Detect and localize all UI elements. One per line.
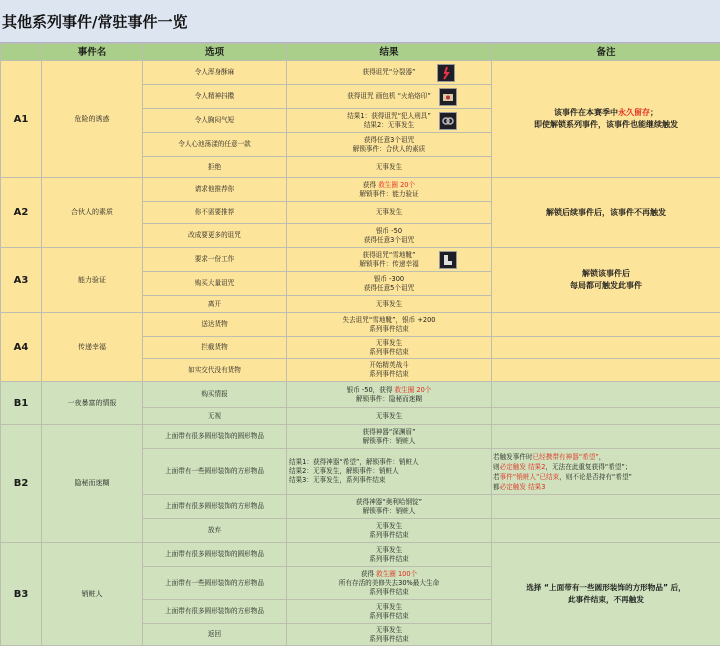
note-cell	[492, 495, 720, 519]
result-line: 解锁事件：销赃人	[362, 506, 416, 515]
event-name: 隐秘而迷糊	[42, 425, 143, 543]
result-line: 系列事件结束	[369, 587, 409, 596]
result-line: 获得神器“深渊眉”	[362, 427, 416, 436]
result-line: 无事发生	[375, 625, 403, 634]
result-line: 解锁事件：合伙人的素质	[352, 144, 426, 153]
result-line: 获得诅咒“分裂器”	[362, 68, 416, 76]
option-cell: 放弃	[143, 519, 287, 543]
note-line: 解锁该事件后	[582, 269, 630, 278]
title-bar	[0, 0, 720, 43]
table-row	[1, 178, 720, 202]
event-id: A2	[1, 178, 42, 248]
note-line: 该事件在本赛季中永久留存；	[554, 108, 658, 117]
result-line: 银币 -300	[373, 274, 405, 283]
option-cell: 令人胸闷气短	[143, 109, 287, 133]
header-cell-note: 备注	[492, 44, 720, 61]
note-line: 都必定触发 结果3	[493, 482, 546, 491]
result-line: 获得 救生圈 100个	[360, 569, 418, 578]
option-cell: 拦截货物	[143, 337, 287, 359]
curse-snow-boots-icon	[439, 251, 457, 269]
header-cell-id	[1, 44, 42, 61]
result-cell	[287, 449, 492, 495]
result-cell	[287, 178, 492, 202]
result-line: 失去诅咒“雪地靴”，银币 +200	[342, 315, 436, 324]
result-cell: 无事发生	[287, 157, 492, 178]
result-line: 银币 -50	[375, 226, 403, 235]
result-line: 结果1：获得诅咒“犯人刑具”	[347, 111, 431, 120]
option-cell: 上面带有一些圆形装饰的方形物品	[143, 449, 287, 495]
header-cell-result: 结果	[287, 44, 492, 61]
note-cell	[492, 425, 720, 449]
result-line: 系列事件结束	[369, 611, 409, 620]
option-cell: 请求他推荐你	[143, 178, 287, 202]
event-name: 危险的诱惑	[42, 61, 143, 178]
result-line: 银币 -50，获得 救生圈 20个	[346, 385, 432, 394]
result-line: 系列事件结束	[369, 554, 409, 563]
result-line: 系列事件结束	[369, 634, 409, 643]
option-cell: 购买大量诅咒	[143, 272, 287, 296]
result-cell	[287, 359, 492, 382]
note-line: 每局都可触发此事件	[570, 281, 642, 290]
curse-splitter-icon	[437, 64, 455, 82]
table-row	[1, 543, 720, 567]
option-cell: 无视	[143, 408, 287, 425]
note-cell	[492, 382, 720, 408]
result-line: 解锁事件：销赃人	[362, 436, 416, 445]
note-cell	[492, 61, 720, 178]
result-line: 获得诅咒“雪地靴”	[362, 250, 416, 259]
result-line: 开始精英战斗	[369, 361, 409, 369]
event-name: 传递幸福	[42, 313, 143, 382]
option-cell: 上面带有很多圆形装饰的圆形物品	[143, 425, 287, 449]
result-line: 无事发生	[375, 521, 403, 530]
result-cell	[287, 425, 492, 449]
event-name: 能力验证	[42, 248, 143, 313]
result-line: 无事发生	[375, 338, 403, 347]
curse-flame-brand-icon	[439, 88, 457, 106]
note-cell	[492, 543, 720, 646]
table-row	[1, 313, 720, 337]
result-line: 系列事件结束	[369, 370, 409, 378]
option-cell: 购买情报	[143, 382, 287, 408]
option-cell: 要求一份工作	[143, 248, 287, 272]
note-cell	[492, 359, 720, 382]
result-cell	[287, 337, 492, 359]
result-line: 获得任意5个诅咒	[363, 283, 415, 292]
event-table	[0, 43, 720, 646]
result-cell: 无事发生	[287, 202, 492, 224]
option-cell: 离开	[143, 296, 287, 313]
result-cell	[287, 567, 492, 600]
event-id: B2	[1, 425, 42, 543]
result-cell	[287, 248, 492, 272]
result-line: 结果1：获得神器“希望”，解锁事件：销赃人	[289, 458, 419, 466]
curse-shackles-icon	[439, 112, 457, 130]
result-line: 系列事件结束	[369, 324, 409, 333]
option-cell: 返回	[143, 624, 287, 646]
result-cell	[287, 61, 492, 85]
event-id: A3	[1, 248, 42, 313]
table-row	[1, 248, 720, 272]
result-line: 无事发生	[375, 545, 403, 554]
result-line: 结果2：无事发生，解锁事件：销赃人	[289, 467, 399, 475]
result-cell	[287, 272, 492, 296]
result-line: 解锁事件：能力验证	[359, 189, 419, 198]
result-cell	[287, 224, 492, 248]
page-title: 其他系列事件/常驻事件一览	[2, 12, 188, 31]
result-line: 获得诅咒 画包机 “火焰烙印”	[347, 92, 431, 100]
result-line: 解锁事件：隐秘而迷糊	[356, 394, 422, 403]
option-cell: 上面带有很多圆形装饰的方形物品	[143, 600, 287, 624]
note-cell	[492, 449, 720, 495]
note-cell	[492, 408, 720, 425]
result-cell	[287, 109, 492, 133]
table-row	[1, 61, 720, 85]
result-line: 无事发生	[375, 602, 403, 611]
event-name: 合伙人的素质	[42, 178, 143, 248]
result-cell	[287, 624, 492, 646]
event-id: B3	[1, 543, 42, 646]
option-cell: 令人浑身酥麻	[143, 61, 287, 85]
result-cell	[287, 495, 492, 519]
result-line: 系列事件结束	[369, 347, 409, 356]
result-cell	[287, 313, 492, 337]
result-cell	[287, 600, 492, 624]
table-row	[1, 425, 720, 449]
option-cell: 上面带有很多圆形装饰的方形物品	[143, 495, 287, 519]
note-line: 即使解锁系列事件，该事件也能继续触发	[534, 120, 678, 129]
event-id: A1	[1, 61, 42, 178]
result-line: 获得神器“奥利哈钢锭”	[355, 497, 423, 506]
note-cell	[492, 519, 720, 543]
result-line: 获得任意3个诅咒	[363, 135, 415, 144]
note-cell	[492, 337, 720, 359]
option-cell: 拒绝	[143, 157, 287, 178]
result-line: 所有存活的美修失去30%最大生命	[338, 578, 440, 587]
result-cell	[287, 85, 492, 109]
note-line: 若事件“销赃人”已结束，则不论是否持有“希望”	[493, 472, 632, 481]
result-cell	[287, 543, 492, 567]
header-cell-option: 选项	[143, 44, 287, 61]
event-id: A4	[1, 313, 42, 382]
table-row	[1, 382, 720, 408]
header-row	[1, 44, 720, 61]
option-cell: 如实交代没有货物	[143, 359, 287, 382]
note-line: 选择 “上面带有一些圆形装饰的方形物品” 后，	[526, 583, 686, 592]
note-cell: 解锁后续事件后，该事件不再触发	[492, 178, 720, 248]
event-name: 一夜暴富的情报	[42, 382, 143, 425]
result-line: 结果3：无事发生，系列事件结束	[289, 476, 386, 484]
option-cell: 改成要更多的诅咒	[143, 224, 287, 248]
result-line: 系列事件结束	[369, 530, 409, 539]
result-line: 结果2：无事发生	[363, 120, 415, 129]
note-line: 若触发事件时已经携带有神器“希望”，	[493, 452, 606, 461]
event-id: B1	[1, 382, 42, 425]
result-line: 解锁事件：传递幸福	[359, 259, 419, 268]
header-cell-event-name: 事件名	[42, 44, 143, 61]
result-cell	[287, 133, 492, 157]
event-name: 销赃人	[42, 543, 143, 646]
result-line: 获得 救生圈 20个	[362, 180, 416, 189]
result-cell	[287, 519, 492, 543]
option-cell: 送达货物	[143, 313, 287, 337]
note-cell	[492, 248, 720, 313]
option-cell: 上面带有很多圆形装饰的圆形物品	[143, 543, 287, 567]
option-cell: 令人精神抖擞	[143, 85, 287, 109]
note-line: 则必定触发 结果2，无法在此重复获得“希望”；	[493, 462, 632, 471]
result-cell: 无事发生	[287, 296, 492, 313]
option-cell: 上面带有一些圆形装饰的方形物品	[143, 567, 287, 600]
result-cell	[287, 382, 492, 408]
result-line: 获得任意3个诅咒	[363, 235, 415, 244]
option-cell: 你不需要推荐	[143, 202, 287, 224]
option-cell: 令人心池荡漾的任意一款	[143, 133, 287, 157]
note-line: 此事件结束，不再触发	[568, 595, 644, 604]
note-cell	[492, 313, 720, 337]
result-cell: 无事发生	[287, 408, 492, 425]
